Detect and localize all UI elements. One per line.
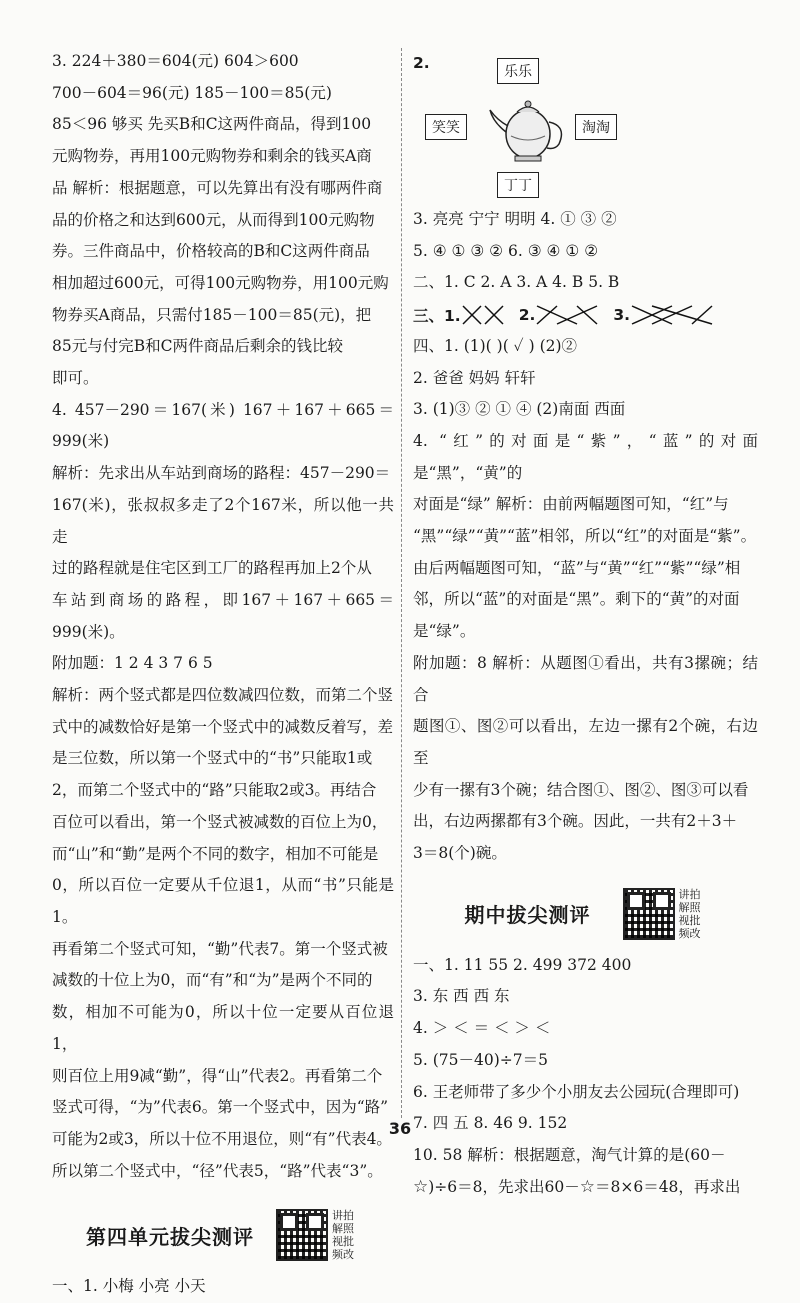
answer-line: 减数的十位上为0，而“有”和“为”是两个不同的	[52, 971, 373, 990]
midterm-header	[413, 888, 758, 940]
answer-line: 3. 224＋380＝604(元) 604＞600	[52, 52, 299, 70]
answer-line: 出，右边两摞都有3个碗。因此，一共有2＋3＋	[413, 812, 738, 831]
page-number: 36	[388, 1119, 412, 1138]
answer-line: 4. 457－290＝167(米) 167＋167＋665＝999(米)	[52, 400, 394, 451]
answer-line: 邻，所以“蓝”的对面是“黑”。剩下的“黄”的对面	[413, 590, 740, 609]
answer-line: 再看第二个竖式可知，“勤”代表7。第一个竖式被	[52, 939, 388, 958]
answer-line: 元购物券，再用100元购物券和剩余的钱买A商	[52, 147, 372, 166]
answer-line: 700－604＝96(元) 185－100＝85(元)	[52, 83, 332, 102]
answer-line: 少有一摞有3个碗；结合图①、图②、图③可以看	[413, 780, 749, 799]
answer-line: 可能为2或3，所以十位不用退位，则“有”代表4。	[52, 1129, 392, 1148]
san-label-1: 三、1.	[413, 306, 461, 325]
qr-code-midterm[interactable]	[623, 888, 707, 940]
answer-line: 附加题：1 2 4 3 7 6 5	[52, 654, 213, 673]
matching-row	[413, 299, 758, 331]
last-line-text-2: ＝8×6＝48，再求出	[594, 1177, 741, 1196]
answer-line: 过的路程就是住宅区到工厂的路程再加上2个从	[52, 559, 372, 578]
answer-line: 5. (75－40)÷7＝5	[413, 1050, 548, 1069]
answer-line: “黑”“绿”“黄”“蓝”相邻，所以“红”的对面是“紫”。	[413, 527, 757, 546]
answer-line: 即可。	[52, 369, 99, 388]
column-divider	[401, 48, 402, 1118]
answer-line: 3. (1)③ ② ① ④ (2)南面 西面	[413, 400, 626, 419]
unit4-header	[52, 1209, 394, 1261]
answer-line: 10. 58 解析：根据题意，淘气计算的是(60－	[413, 1145, 726, 1164]
name-bottom: 丁丁	[497, 172, 539, 198]
right-column	[413, 46, 758, 1203]
unit4-q1: 一、1. 小梅 小亮 小天	[52, 1277, 206, 1296]
last-line	[413, 1172, 758, 1204]
answer-line: 百位可以看出，第一个竖式被减数的百位上为0，	[52, 812, 388, 831]
answer-line: 式中的减数恰好是第一个竖式中的减数反着写，差	[52, 717, 394, 736]
answer-line: 相加超过600元，可得100元购物券，用100元购	[52, 273, 389, 292]
qr-label: 讲拍解照视批频改	[332, 1209, 354, 1262]
answer-line: 由后两幅题图可知，“蓝”与“黄”“红”“紫”“绿”相	[413, 558, 741, 577]
answer-line: 附加题：8 解析：从题图①看出，共有3摞碗；结合	[413, 653, 758, 704]
answer-line: 品的价格之和达到600元，从而得到100元购物	[52, 210, 375, 229]
answer-line: 是“绿”。	[413, 622, 476, 641]
star-icon: ☆	[579, 1176, 595, 1197]
answer-line: 而“山”和“勤”是两个不同的数字，相加不可能是	[52, 844, 379, 863]
answer-line: 竖式可得，“为”代表6。第一个竖式中，因为“路”	[52, 1098, 389, 1117]
name-top: 乐乐	[497, 58, 539, 84]
qr-code-icon	[276, 1209, 328, 1261]
midterm-title: 期中拔尖测评	[464, 903, 591, 928]
answer-line: 解析：两个竖式都是四位数减四位数，而第二个竖	[52, 686, 394, 705]
answer-line: 6. 王老师带了多少个小朋友去公园玩(合理即可)	[413, 1082, 740, 1101]
answer-line: 解析：先求出从车站到商场的路程：457－290＝	[52, 464, 391, 483]
answer-line: 物券买A商品，只需付185－100＝85(元)，把	[52, 305, 372, 324]
right-answer-lines-c	[413, 950, 758, 1172]
answer-line: 四、1. (1)( )( ✓ ) (2)②	[413, 336, 578, 355]
right-answer-lines-b	[413, 331, 758, 870]
left-answer-lines	[52, 46, 394, 1187]
san-label-2: 2.	[518, 305, 536, 324]
teapot-icon	[487, 92, 569, 164]
san-label-3: 3.	[613, 305, 631, 324]
answer-line: 85＜96 够买 先买B和C这两件商品，得到100	[52, 115, 372, 134]
answer-line: 3. 东 西 西 东	[413, 987, 510, 1006]
answer-line: 一、1. 11 55 2. 499 372 400	[413, 955, 632, 974]
answer-line: 85元与付完B和C两件商品后剩余的钱比较	[52, 337, 343, 356]
left-column	[52, 46, 394, 1303]
answer-line: 0，所以百位一定要从千位退1，从而“书”只能是1。	[52, 876, 394, 926]
unit4-title: 第四单元拔尖测评	[86, 1224, 254, 1249]
answer-line: 2. 爸爸 妈妈 轩轩	[413, 368, 536, 387]
answer-line: 4. ＞ ＜ ＝ ＜ ＞ ＜	[413, 1019, 551, 1038]
answer-line: 对面是“绿” 解析：由前两幅题图可知，“红”与	[413, 495, 729, 514]
star-icon: ☆	[413, 1176, 429, 1197]
qr-code-icon	[623, 888, 675, 940]
right-answer-lines-a	[413, 204, 758, 299]
answer-line: 2，而第二个竖式中的“路”只能取2或3。再结合	[52, 781, 377, 800]
answer-line: 所以第二个竖式中，“径”代表5，“路”代表“3”。	[52, 1161, 383, 1180]
answer-line: 5. ④ ① ③ ② 6. ③ ④ ① ②	[413, 241, 599, 260]
answer-line: 券。三件商品中，价格较高的B和C这两件商品	[52, 242, 370, 261]
qr-code-unit4[interactable]	[276, 1209, 360, 1261]
last-line-text-1: )÷6＝8，先求出60－	[428, 1177, 580, 1196]
q2-label: 2.	[413, 54, 430, 72]
answer-line: 数，相加不可能为0，所以十位一定要从百位退1，	[52, 1003, 394, 1053]
answer-line: 题图①、图②可以看出，左边一摞有2个碗，右边至	[413, 717, 758, 767]
answer-line: 3. 亮亮 宁宁 明明 4. ① ③ ②	[413, 210, 617, 228]
answer-line: 车站到商场的路程，即167＋167＋665＝999(米)。	[52, 590, 394, 641]
answer-line: 品 解析：根据题意，可以先算出有没有哪两件商	[52, 178, 383, 197]
answer-line: 二、1. C 2. A 3. A 4. B 5. B	[413, 273, 620, 292]
match-lines-1	[461, 303, 505, 327]
answer-line: 则百位上用9减“勤”，得“山”代表2。再看第二个	[52, 1066, 383, 1085]
name-right: 淘淘	[575, 114, 617, 140]
answer-line: 是三位数，所以第一个竖式中的“书”只能取1或	[52, 749, 373, 768]
match-lines-3	[630, 303, 714, 327]
qr-label: 讲拍解照视批频改	[678, 887, 701, 940]
name-left: 笑笑	[425, 114, 467, 140]
match-lines-2	[535, 303, 599, 327]
answer-line: 4. “红”的对面是“紫”，“蓝”的对面是“黑”，“黄”的	[413, 431, 758, 482]
answer-line: 167(米)，张叔叔多走了2个167米，所以他一共走	[52, 495, 394, 546]
answer-line: 7. 四 五 8. 46 9. 152	[413, 1114, 568, 1133]
answer-line: 3＝8(个)碗。	[413, 844, 507, 863]
teapot-figure	[413, 46, 758, 204]
